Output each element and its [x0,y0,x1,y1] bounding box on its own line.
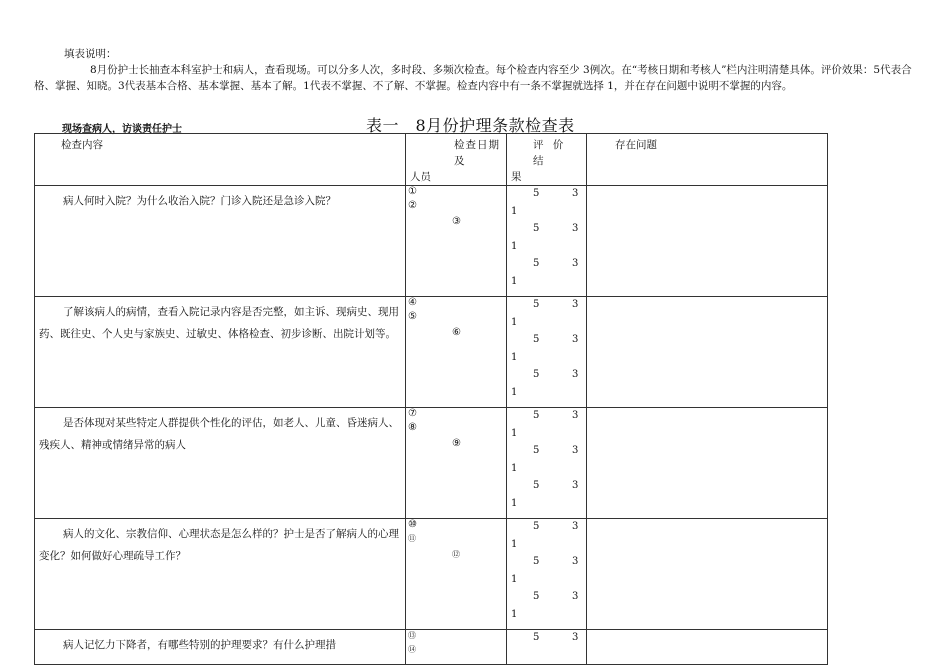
date-staff-cell[interactable] [406,519,507,630]
header-eval-line2: 果 [511,171,522,183]
entry-mark: ⑫ [452,550,460,559]
score-one[interactable]: 1 [511,609,518,620]
section-subheading: 现场查病人，访谈责任护士 [62,124,182,135]
entry-mark: ⑬ [408,631,416,640]
entry-mark: ⑤ [408,311,417,322]
entry-mark: ③ [452,216,461,227]
score-five[interactable]: 5 [533,223,540,234]
evaluation-cell[interactable] [507,630,587,665]
entry-mark: ⑪ [408,534,416,543]
score-one[interactable]: 1 [511,276,518,287]
issues-cell[interactable] [587,297,828,408]
instructions-paragraph: 8月份护士长抽查本科室护士和病人，查看现场。可以分多人次，多时段、多频次检查。每个检查内容至少 3例次。在“考核日期和考核人”栏内注明清楚具体。评价效果：5代表合格、掌握、知晓。3代表基本合格、基本掌握、基本了解。1代表不掌握、不了解、不掌握。检查内容中有一条不掌握就选择 1，并在存在问题中说明不掌握的内容。 [34,64,912,92]
entry-mark: ⑭ [408,645,416,654]
evaluation-cell[interactable] [507,519,587,630]
score-one[interactable]: 1 [511,352,518,363]
entry-mark: ⑧ [408,422,417,433]
score-five[interactable]: 5 [533,299,540,310]
header-eval-line1: 评 价 结 [533,139,567,167]
score-five[interactable]: 5 [533,556,540,567]
evaluation-cell[interactable] [507,297,587,408]
check-content: 病人何时入院？为什么收治入院？门诊入院还是急诊入院？ [35,186,406,297]
score-three[interactable]: 3 [572,334,579,345]
issues-cell[interactable] [587,186,828,297]
header-evaluation [507,134,587,186]
header-content: 检查内容 [35,134,406,186]
score-one[interactable]: 1 [511,241,518,252]
entry-mark: ② [408,200,417,211]
table-title: 表一 8月份护理条款检查表 [366,116,575,135]
table-row [35,630,828,665]
evaluation-cell[interactable] [507,408,587,519]
inspection-table [34,133,828,665]
score-three[interactable]: 3 [572,258,579,269]
check-content: 是否体现对某些特定人群提供个性化的评估，如老人、儿童、昏迷病人、残疾人、精神或情绪异常的病人 [35,408,406,519]
issues-cell[interactable] [587,519,828,630]
score-three[interactable]: 3 [572,632,579,643]
date-staff-cell[interactable] [406,297,507,408]
entry-mark: ⑥ [452,327,461,338]
date-staff-cell[interactable] [406,630,507,665]
score-five[interactable]: 5 [533,369,540,380]
score-three[interactable]: 3 [572,223,579,234]
score-three[interactable]: 3 [572,521,579,532]
score-three[interactable]: 3 [572,591,579,602]
score-one[interactable]: 1 [511,574,518,585]
score-three[interactable]: 3 [572,410,579,421]
score-five[interactable]: 5 [533,258,540,269]
entry-mark: ⑦ [408,408,417,419]
score-five[interactable]: 5 [533,334,540,345]
score-five[interactable]: 5 [533,632,540,643]
table-row [35,408,828,519]
table-row [35,297,828,408]
score-three[interactable]: 3 [572,369,579,380]
header-date-line1: 检查日期 及 [454,139,500,167]
date-staff-cell[interactable] [406,408,507,519]
check-content: 病人的文化、宗教信仰、心理状态是怎么样的？护士是否了解病人的心理变化？如何做好心理疏导工作？ [35,519,406,630]
score-three[interactable]: 3 [572,299,579,310]
score-one[interactable]: 1 [511,387,518,398]
instructions-heading: 填表说明： [64,48,117,60]
score-three[interactable]: 3 [572,480,579,491]
score-five[interactable]: 5 [533,445,540,456]
score-one[interactable]: 1 [511,206,518,217]
score-options [507,408,586,518]
score-five[interactable]: 5 [533,410,540,421]
score-options [507,186,586,296]
score-three[interactable]: 3 [572,556,579,567]
score-options [507,630,586,664]
header-date-line2: 人员 [410,171,431,183]
entry-mark: ⑩ [408,519,417,530]
instructions [34,46,914,94]
table-row [35,519,828,630]
score-one[interactable]: 1 [511,539,518,550]
check-content: 了解该病人的病情，查看入院记录内容是否完整，如主诉、现病史、现用药、既往史、个人史与家族史、过敏史、体格检查、初步诊断、出院计划等。 [35,297,406,408]
score-one[interactable]: 1 [511,317,518,328]
entry-mark: ① [408,186,417,197]
score-options [507,519,586,629]
table-row [35,186,828,297]
score-five[interactable]: 5 [533,521,540,532]
score-one[interactable]: 1 [511,498,518,509]
header-issues: 存在问题 [587,134,828,186]
score-five[interactable]: 5 [533,591,540,602]
entry-mark: ⑨ [452,438,461,449]
score-five[interactable]: 5 [533,188,540,199]
score-one[interactable]: 1 [511,463,518,474]
score-three[interactable]: 3 [572,188,579,199]
header-date-staff [406,134,507,186]
evaluation-cell[interactable] [507,186,587,297]
issues-cell[interactable] [587,630,828,665]
issues-cell[interactable] [587,408,828,519]
score-three[interactable]: 3 [572,445,579,456]
entry-mark: ④ [408,297,417,308]
date-staff-cell[interactable] [406,186,507,297]
score-one[interactable]: 1 [511,428,518,439]
table-header-row [35,134,828,186]
check-content: 病人记忆力下降者，有哪些特别的护理要求？有什么护理措 [35,630,406,665]
score-five[interactable]: 5 [533,480,540,491]
score-options [507,297,586,407]
